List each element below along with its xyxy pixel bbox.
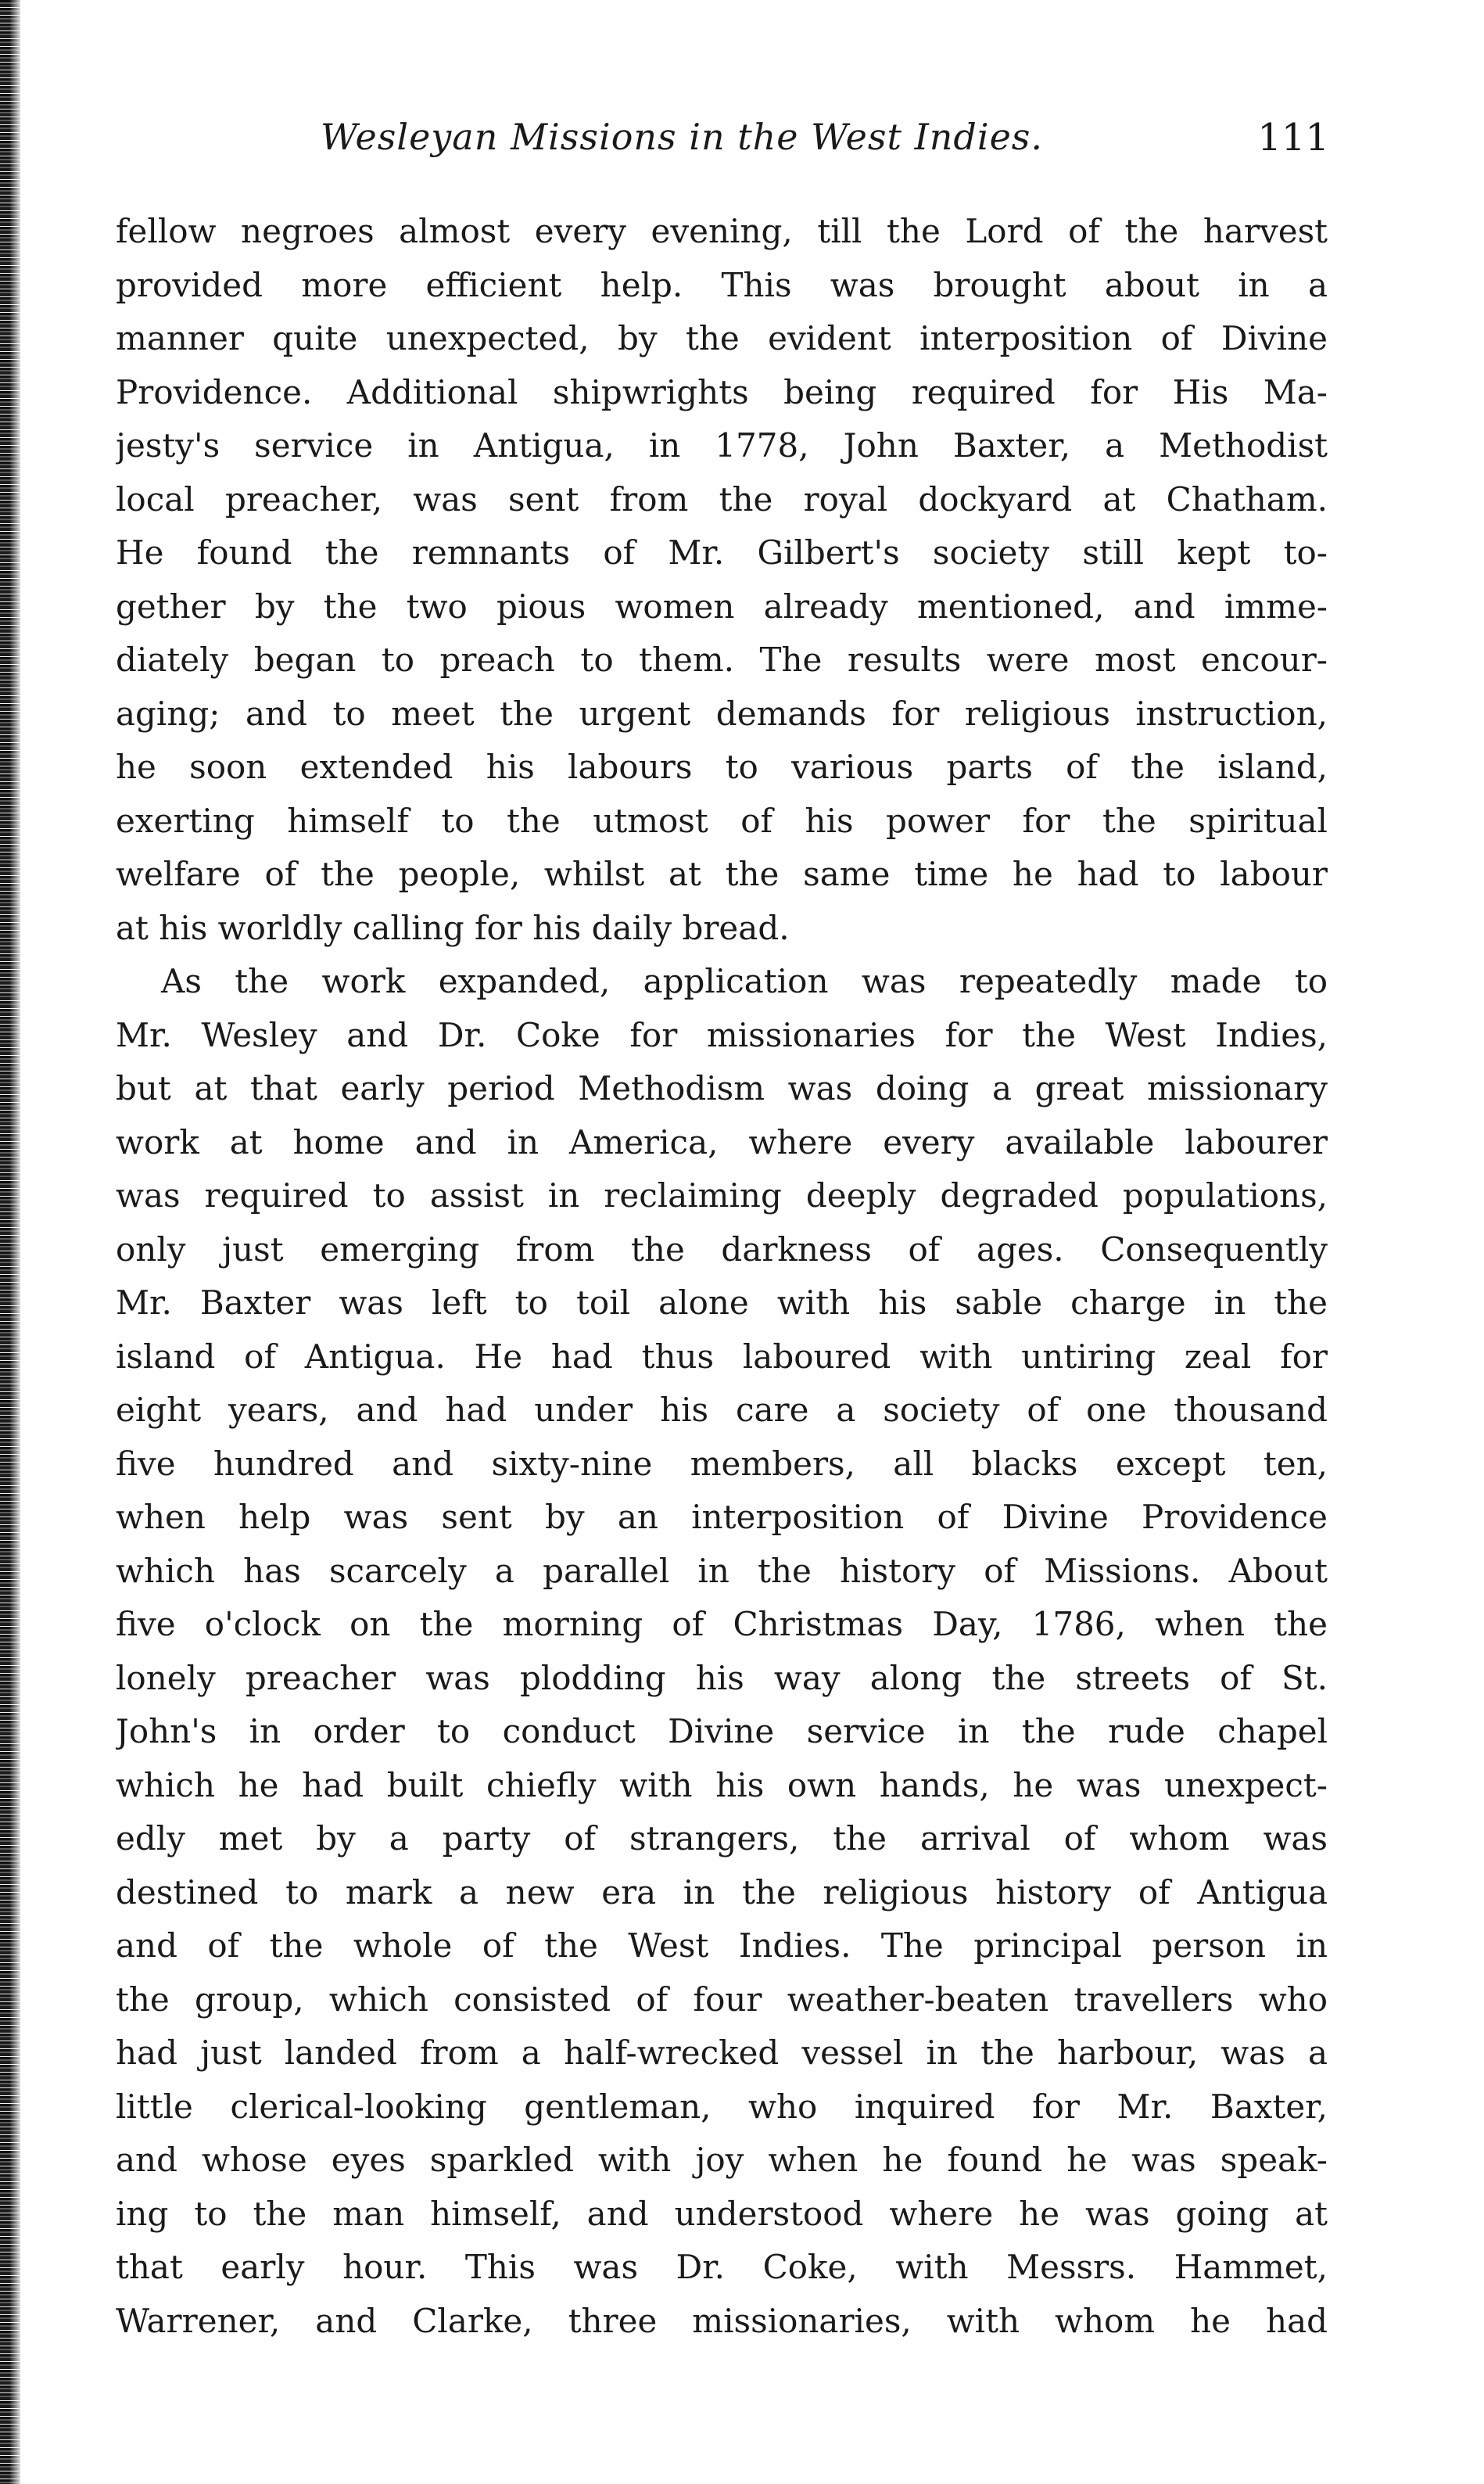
text-line: had just landed from a half-wrecked vessel in the harbour, was a [116, 2034, 1328, 2072]
text-line: Mr. Wesley and Dr. Coke for missionaries for the West Indies, [116, 1015, 1328, 1054]
text-line: Mr. Baxter was left to toil alone with his sable charge in the [116, 1283, 1328, 1322]
text-line: He found the remnants of Mr. Gilbert's society still kept to- [116, 533, 1328, 572]
text-line: welfare of the people, whilst at the same time he had to labour [116, 855, 1328, 893]
text-line: and of the whole of the West Indies. The principal person in [116, 1926, 1328, 1965]
text-line: John's in order to conduct Divine service in the rude chapel [116, 1712, 1328, 1750]
paragraph-start-line: As the work expanded, application was repeatedly made to [161, 962, 1328, 1000]
text-line: lonely preacher was plodding his way along the streets of St. [116, 1658, 1328, 1697]
page-binding-edge [0, 0, 20, 2484]
text-line: aging; and to meet the urgent demands for religious instruction, [116, 694, 1328, 733]
text-line: Warrener, and Clarke, three missionaries, with whom he had [116, 2301, 1328, 2340]
page-header [156, 116, 1329, 171]
text-line: Providence. Additional shipwrights being required for His Ma- [116, 372, 1328, 411]
text-line: manner quite unexpected, by the evident interposition of Divine [116, 319, 1328, 357]
text-line: provided more efficient help. This was brought about in a [116, 265, 1328, 304]
text-line: five hundred and sixty-nine members, all blacks except ten, [116, 1444, 1328, 1483]
text-line: local preacher, was sent from the royal dockyard at Chatham. [116, 479, 1328, 519]
text-line: fellow negroes almost every evening, till the Lord of the harvest [116, 212, 1328, 250]
page-number: 111 [1257, 116, 1329, 160]
paragraph-end-line: at his worldly calling for his daily bread. [116, 908, 790, 947]
text-line: that early hour. This was Dr. Coke, with Messrs. Hammet, [116, 2248, 1328, 2286]
text-line: the group, which consisted of four weather-beaten travellers who [116, 1980, 1328, 2019]
text-line: edly met by a party of strangers, the arrival of whom was [116, 1819, 1328, 1858]
text-line: five o'clock on the morning of Christmas Day, 1786, when the [116, 1605, 1328, 1643]
running-title: Wesleyan Missions in the West Indies. [321, 116, 1044, 158]
text-line: jesty's service in Antigua, in 1778, John Baxter, a Methodist [116, 426, 1328, 465]
text-line: and whose eyes sparkled with joy when he found he was speak- [116, 2141, 1328, 2179]
text-line: little clerical-looking gentleman, who inquired for Mr. Baxter, [116, 2087, 1328, 2126]
text-line: which has scarcely a parallel in the history of Missions. About [116, 1551, 1328, 1590]
text-line: work at home and in America, where every available labourer [116, 1122, 1328, 1161]
text-line: but at that early period Methodism was doing a great missionary [116, 1069, 1328, 1107]
text-line: when help was sent by an interposition of Divine Providence [116, 1498, 1328, 1536]
text-line: was required to assist in reclaiming deeply degraded populations, [116, 1176, 1328, 1215]
text-line: gether by the two pious women already mentioned, and imme- [116, 587, 1328, 626]
body-text [116, 205, 1328, 2348]
text-line: exerting himself to the utmost of his power for the spiritual [116, 801, 1328, 840]
text-line: eight years, and had under his care a society of one thousand [116, 1391, 1328, 1429]
text-line: diately began to preach to them. The results were most encour- [116, 641, 1328, 679]
text-line: which he had built chiefly with his own hands, he was unexpect- [116, 1765, 1328, 1804]
text-line: only just emerging from the darkness of ages. Consequently [116, 1229, 1328, 1269]
text-line: he soon extended his labours to various parts of the island, [116, 748, 1328, 786]
text-line: ing to the man himself, and understood where he was going at [116, 2194, 1328, 2233]
text-line: destined to mark a new era in the religious history of Antigua [116, 1872, 1328, 1911]
text-line: island of Antigua. He had thus laboured with untiring zeal for [116, 1337, 1328, 1376]
